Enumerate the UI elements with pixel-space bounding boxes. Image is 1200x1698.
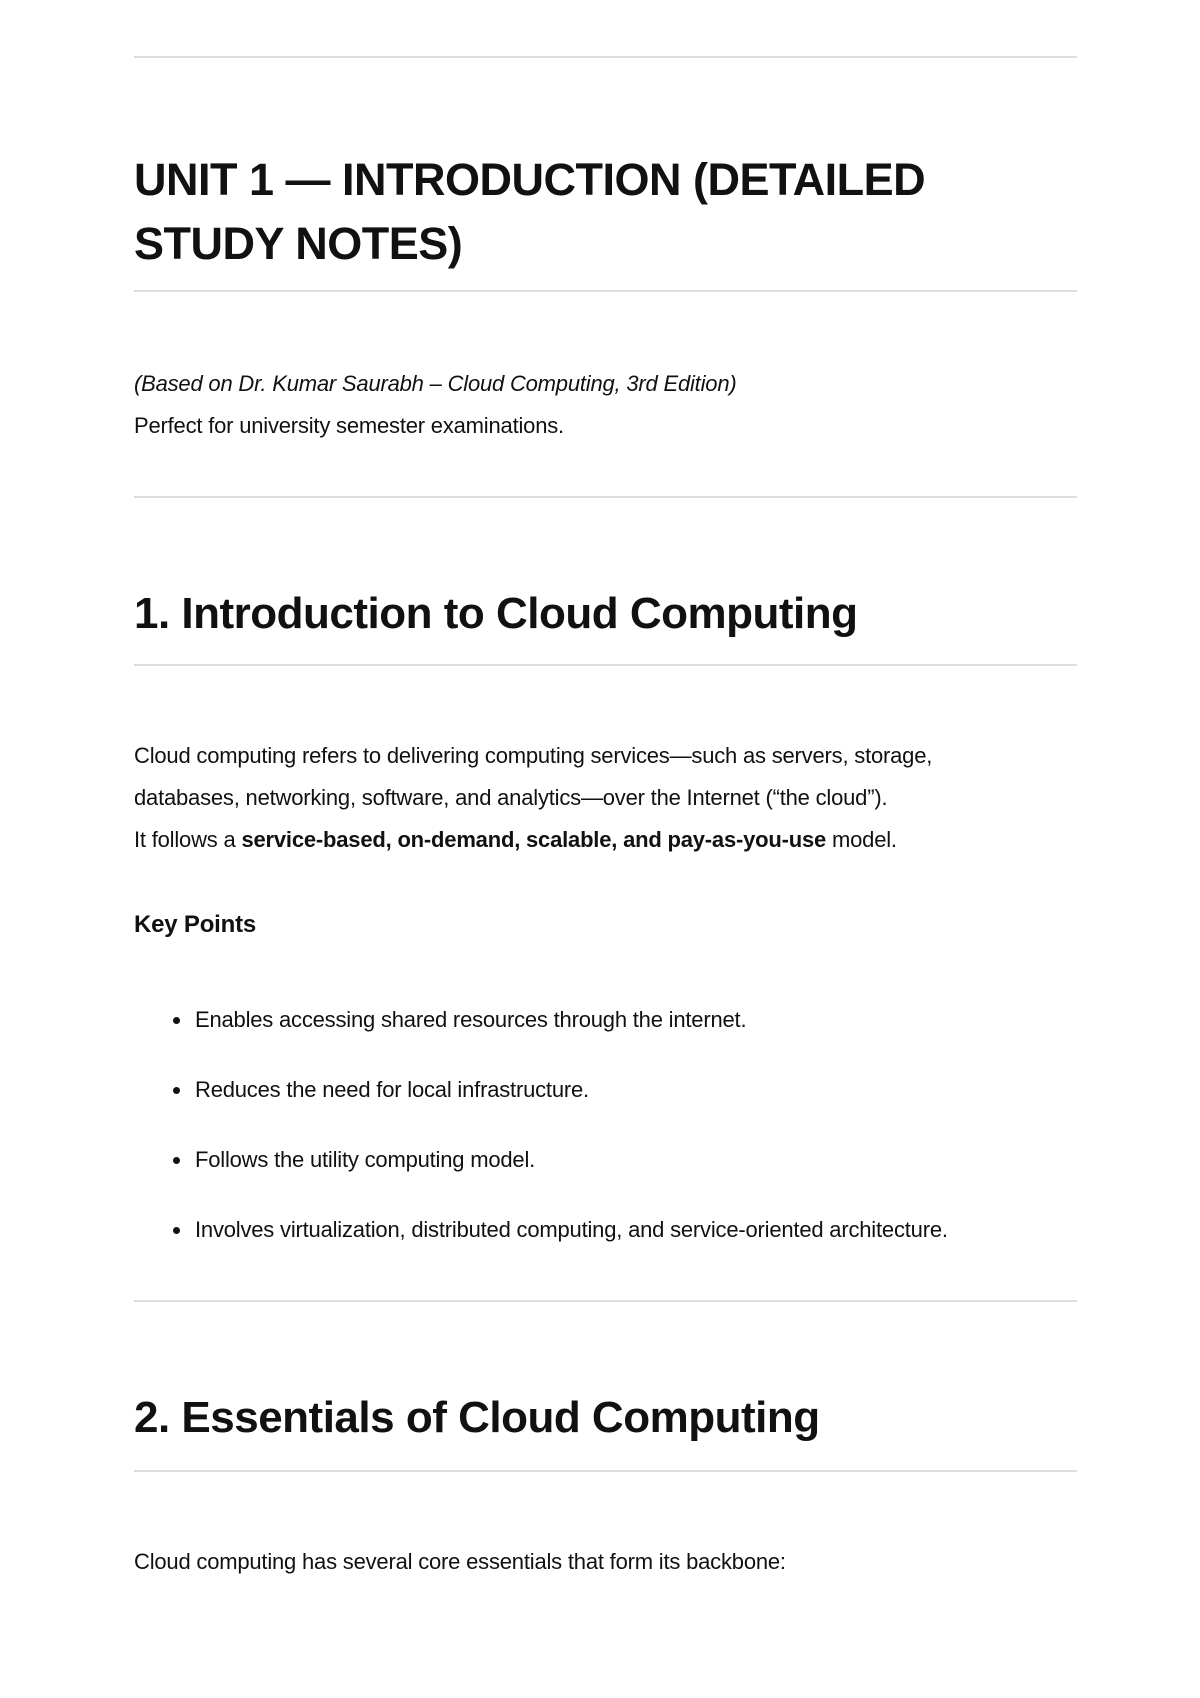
list-item-text: Reduces the need for local infrastructure.: [195, 1077, 589, 1102]
list-item-text: Follows the utility computing model.: [195, 1147, 536, 1172]
list-item: [134, 1002, 1077, 1072]
bullet-icon: [173, 1157, 180, 1164]
model-suffix: model.: [826, 827, 897, 852]
divider: [134, 56, 1077, 58]
section-1-heading: 1. Introduction to Cloud Computing: [134, 589, 858, 638]
divider: [134, 1300, 1077, 1302]
page-title-line2: STUDY NOTES): [134, 218, 463, 269]
divider: [134, 496, 1077, 498]
source-note: (Based on Dr. Kumar Saurabh – Cloud Computing, 3rd Edition): [134, 371, 737, 396]
page-title: [134, 148, 1077, 276]
section-1-model-line: [134, 819, 897, 861]
key-points-list: [134, 1002, 1077, 1282]
list-item: [134, 1072, 1077, 1142]
model-prefix: It follows a: [134, 827, 242, 852]
divider: [134, 664, 1077, 666]
list-item-text: Enables accessing shared resources through the internet.: [195, 1007, 747, 1032]
list-item: [134, 1142, 1077, 1212]
list-item: [134, 1212, 1077, 1282]
page-title-line1: UNIT 1 — INTRODUCTION (DETAILED: [134, 154, 926, 205]
divider: [134, 290, 1077, 292]
key-points-heading: Key Points: [134, 911, 257, 938]
section-1-para-line1: Cloud computing refers to delivering computing services—such as servers, storage,: [134, 743, 933, 768]
purpose-note: Perfect for university semester examinations.: [134, 413, 564, 438]
bullet-icon: [173, 1017, 180, 1024]
bullet-icon: [173, 1087, 180, 1094]
list-item-text: Involves virtualization, distributed computing, and service-oriented architecture.: [195, 1217, 948, 1242]
section-2-heading: 2. Essentials of Cloud Computing: [134, 1393, 820, 1442]
model-bold: service-based, on-demand, scalable, and pay-as-you-use: [241, 827, 827, 852]
section-1-para-line2: databases, networking, software, and analytics—over the Internet (“the cloud”).: [134, 785, 888, 810]
divider: [134, 1470, 1077, 1472]
bullet-icon: [173, 1227, 180, 1234]
section-2-intro: Cloud computing has several core essentials that form its backbone:: [134, 1549, 786, 1574]
